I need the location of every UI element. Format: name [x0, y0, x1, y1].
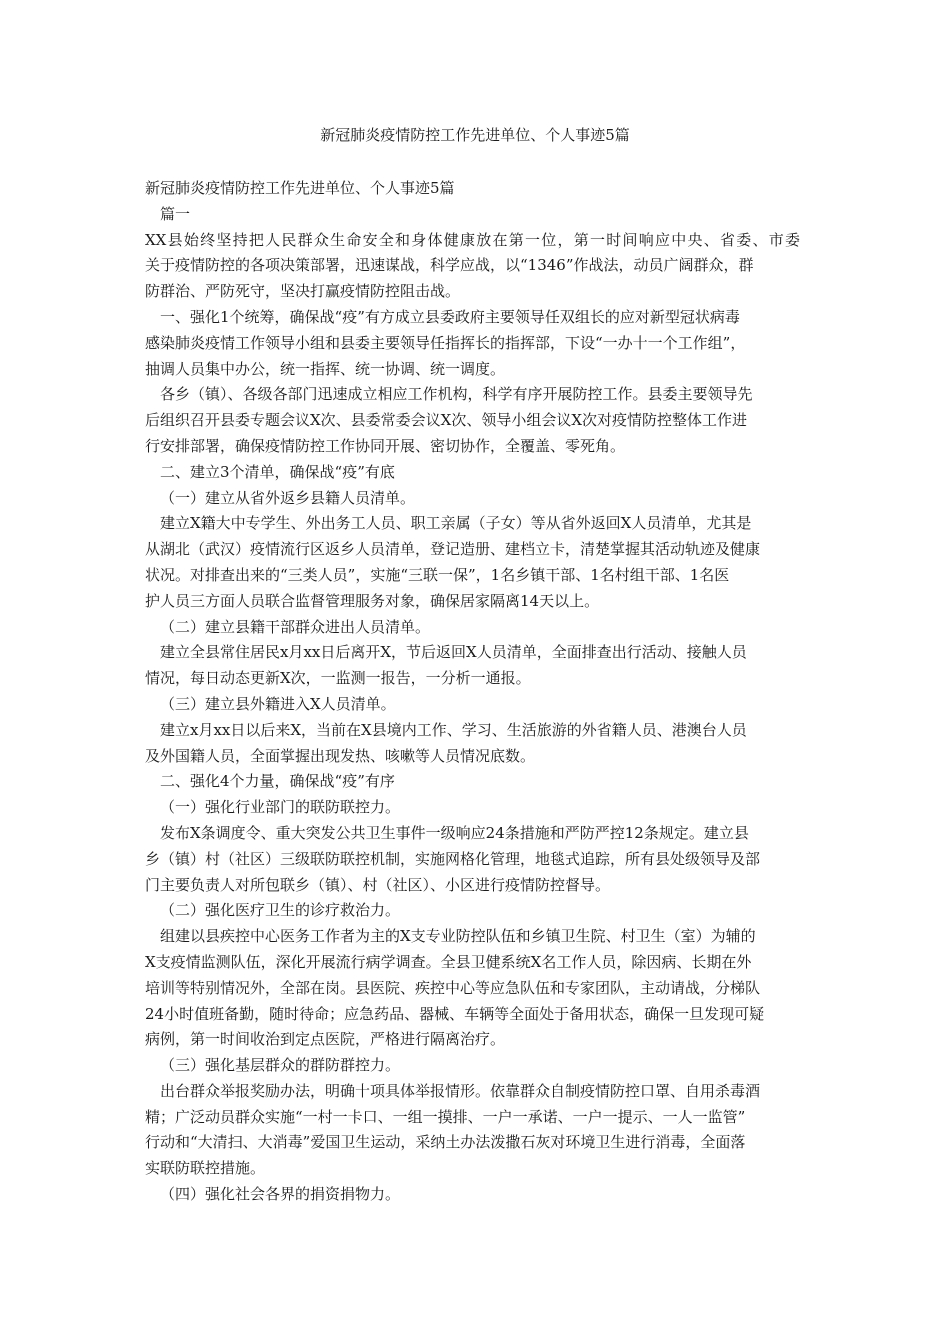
- paragraph-line: 出台群众举报奖励办法，明确十项具体举报情形。依靠群众自制疫情防控口罩、自用杀毒酒: [160, 1081, 761, 1100]
- paragraph-line: 从湖北（武汉）疫情流行区返乡人员清单，登记造册、建档立卡，清楚掌握其活动轨迹及健康: [145, 540, 761, 559]
- paragraph-line: 及外国籍人员，全面掌握出现发热、咳嗽等人员情况底数。: [145, 746, 536, 765]
- section-heading: 二、强化4个力量，确保战“疫”有序: [160, 772, 395, 791]
- paragraph-line: 行安排部署，确保疫情防控工作协同开展、密切协作，全覆盖、零死角。: [145, 436, 626, 455]
- section-label: 篇一: [160, 204, 191, 223]
- section-heading: 二、建立3个清单，确保战“疫”有底: [160, 462, 395, 481]
- paragraph-line: 精；广泛动员群众实施“一村一卡口、一组一摸排、一户一承诺、一户一提示、一人一监管”: [145, 1107, 746, 1126]
- paragraph-line: X支疫情监测队伍，深化开展流行病学调查。全县卫健系统X名工作人员，除因病、长期在外: [145, 952, 752, 971]
- document-body: [145, 176, 800, 1208]
- paragraph-line: 建立x月xx日以后来X，当前在X县境内工作、学习、生活旅游的外省籍人员、港澳台人员: [160, 720, 747, 739]
- subsection-heading: （二）强化医疗卫生的诊疗救治力。: [160, 901, 401, 920]
- paragraph-line: 情况，每日动态更新X次，一监测一报告，一分析一通报。: [145, 669, 531, 688]
- paragraph-line: 建立全县常住居民x月xx日后离开X，节后返回X人员清单，全面排查出行活动、接触人员: [160, 643, 747, 662]
- paragraph-line: 乡（镇）村（社区）三级联防联控机制，实施网格化管理，地毯式追踪，所有县处级领导及部: [145, 849, 761, 868]
- paragraph-line: 护人员三方面人员联合监督管理服务对象，确保居家隔离14天以上。: [145, 591, 600, 610]
- paragraph-line: 发布X条调度令、重大突发公共卫生事件一级响应24条措施和严防严控12条规定。建立县: [160, 823, 749, 842]
- paragraph-line: 状况。对排查出来的“三类人员”，实施“三联一保”，1名乡镇干部、1名村组干部、1名医: [145, 565, 730, 584]
- document-title: 新冠肺炎疫情防控工作先进单位、个人事迹5篇: [320, 126, 630, 144]
- subsection-heading: （二）建立县籍干部群众进出人员清单。: [160, 617, 431, 636]
- paragraph-line: 防群治、严防死守，坚决打赢疫情防控阻击战。: [145, 282, 461, 301]
- paragraph-line: XX县始终坚持把人民群众生命安全和身体健康放在第一位，第一时间响应中央、省委、市委: [145, 230, 800, 249]
- paragraph-line: 门主要负责人对所包联乡（镇）、村（社区）、小区进行疫情防控督导。: [145, 875, 611, 894]
- paragraph-line: 关于疫情防控的各项决策部署，迅速谋战，科学应战，以“1346”作战法，动员广阔群众，群: [145, 256, 754, 275]
- subsection-heading: （三）强化基层群众的群防群控力。: [160, 1056, 401, 1075]
- paragraph-line: 24小时值班备勤，随时待命；应急药品、器械、车辆等全面处于备用状态，确保一旦发现可疑: [145, 1004, 765, 1023]
- paragraph-line: 实联防联控措施。: [145, 1159, 266, 1178]
- subsection-heading: （四）强化社会各界的捐资捐物力。: [160, 1185, 401, 1204]
- paragraph-line: 后组织召开县委专题会议X次、县委常委会议X次、领导小组会议X次对疫情防控整体工作进: [145, 411, 748, 430]
- paragraph-line: 各乡（镇）、各级各部门迅速成立相应工作机构，科学有序开展防控工作。县委主要领导先: [160, 385, 753, 404]
- paragraph-line: 抽调人员集中办公，统一指挥、统一协调、统一调度。: [145, 359, 506, 378]
- paragraph-line: 培训等特别情况外，全部在岗。县医院、疾控中心等应急队伍和专家团队，主动请战，分梯队: [145, 978, 761, 997]
- paragraph-line: 建立X籍大中专学生、外出务工人员、职工亲属（子女）等从省外返回X人员清单，尤其是: [160, 514, 752, 533]
- subsection-heading: （一）强化行业部门的联防联控力。: [160, 798, 401, 817]
- body-heading: 新冠肺炎疫情防控工作先进单位、个人事迹5篇: [145, 179, 455, 197]
- subsection-heading: （一）建立从省外返乡县籍人员清单。: [160, 488, 416, 507]
- paragraph-line: 病例，第一时间收治到定点医院，严格进行隔离治疗。: [145, 1030, 506, 1049]
- paragraph-line: 组建以县疾控中心医务工作者为主的X支专业防控队伍和乡镇卫生院、村卫生（室）为辅的: [160, 927, 756, 946]
- paragraph-line: 一、强化1个统筹，确保战“疫”有方成立县委政府主要领导任双组长的应对新型冠状病毒: [160, 307, 740, 326]
- subsection-heading: （三）建立县外籍进入X人员清单。: [160, 694, 396, 713]
- paragraph-line: 行动和“大清扫、大消毒”爱国卫生运动，采纳土办法泼撒石灰对环境卫生进行消毒，全面落: [145, 1133, 746, 1152]
- paragraph-line: 感染肺炎疫情工作领导小组和县委主要领导任指挥长的指挥部，下设“一办十一个工作组”，: [145, 333, 746, 352]
